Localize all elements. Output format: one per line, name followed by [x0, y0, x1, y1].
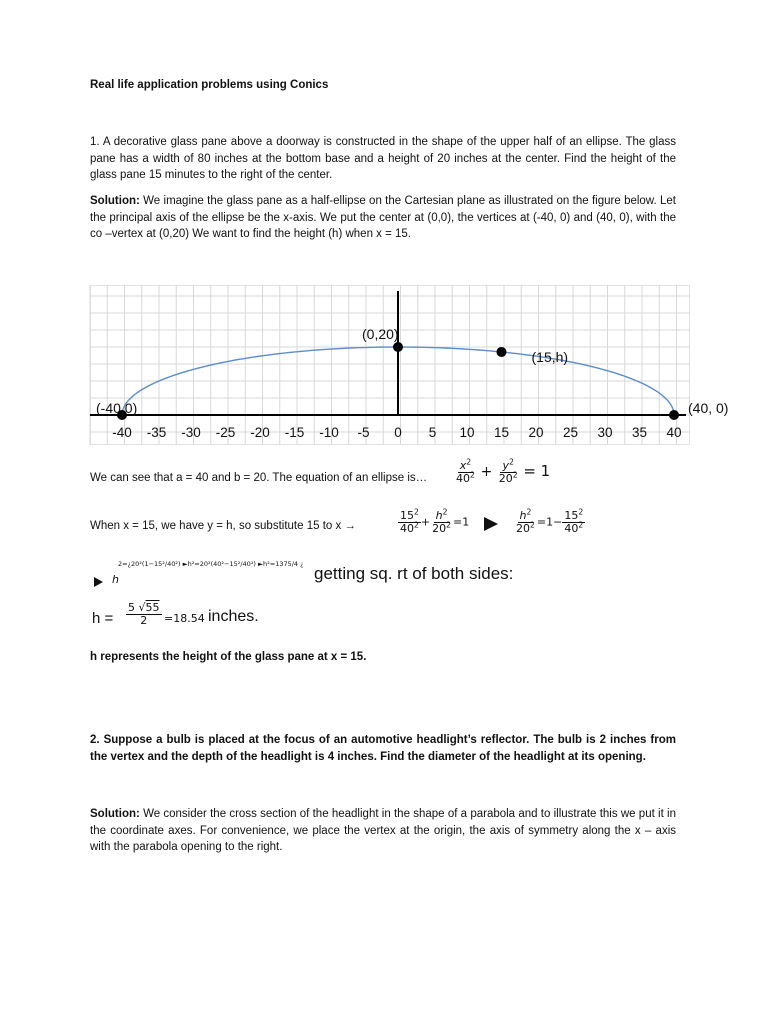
- ab-text: We can see that a = 40 and b = 20. The equation of an ellipse is…: [90, 472, 428, 484]
- problem-1-question: 1. A decorative glass pane above a doorway is constructed in the shape of the upper half of an ellipse. The glass pane has a width of 80 inches at the bottom base and a height of 20 inches at the center. Find the height of the glass pane 15 minutes to the right of the center.: [90, 136, 676, 181]
- ellipse-equation: $\frac{x^2}{40^2}$ + $\frac{y^2}{20^2}$ = 1: [456, 457, 551, 486]
- h-value: =18.54: [164, 612, 205, 625]
- x-tick-label: 15: [493, 425, 510, 440]
- h-label: h: [112, 573, 119, 586]
- arrow-right-icon: [94, 577, 103, 587]
- substituted-equation: $\frac{15^2}{40^2}$ + $\frac{h^2}{20^2}$ =1: [400, 507, 470, 536]
- chart-frame: [91, 286, 690, 445]
- sqrt-text: getting sq. rt of both sides:: [314, 564, 514, 583]
- data-point: [393, 342, 403, 352]
- x-tick-label: 35: [631, 425, 648, 440]
- data-point: [669, 410, 679, 420]
- x-tick-label: -20: [250, 425, 270, 440]
- h-eq: h =: [92, 610, 114, 627]
- h-fraction: $\frac{5 √55}{2}$: [128, 601, 160, 628]
- arrow-right-icon: [484, 517, 498, 531]
- solution-label: Solution:: [90, 195, 140, 207]
- small-steps: 2=¿20²(1−15²/40²) ►h²=20²(40²−15²/40²) ►h²=1375/4 ¿: [118, 560, 304, 568]
- derivation-steps: [92, 558, 692, 590]
- x-tick-label: -10: [319, 425, 339, 440]
- sub-text: When x = 15, we have y = h, so substitute 15 to x →: [90, 520, 356, 532]
- point-label: (-40,0): [96, 400, 138, 416]
- x-tick-label: -25: [215, 425, 236, 440]
- solution-label: Solution:: [90, 808, 140, 820]
- problem-2-question: 2. Suppose a bulb is placed at the focus of an automotive headlight’s reflector. The bulb is 2 inches from the vertex and the depth of the headlight is 4 inches. Find the diameter of the headlight at its opening.: [90, 734, 676, 763]
- x-tick-label: 30: [597, 425, 613, 440]
- rearranged-equation: $\frac{h^2}{20^2}$ =1− $\frac{15^2}{40^2}$: [516, 507, 584, 536]
- x-tick-label: -5: [357, 425, 370, 440]
- x-tick-label: 10: [459, 425, 475, 440]
- data-point: [497, 347, 507, 357]
- point-label: (40, 0): [688, 400, 729, 416]
- problem-2-solution: [90, 806, 676, 856]
- ellipse-equation-line: [90, 457, 690, 500]
- x-tick-label: -30: [181, 425, 201, 440]
- point-label: (15,h): [531, 348, 569, 365]
- x-tick-label: -40: [112, 425, 132, 440]
- problem-1-solution: [90, 193, 676, 243]
- problem-1-conclusion: h represents the height of the glass pane at x = 15.: [90, 651, 367, 663]
- x-tick-label: 25: [562, 425, 579, 440]
- x-tick-label: 0: [394, 425, 402, 440]
- x-tick-label: 40: [666, 425, 682, 440]
- ellipse-chart: [90, 285, 729, 445]
- h-unit: inches.: [208, 608, 259, 625]
- substitution-line: [90, 508, 710, 548]
- x-tick-label: 20: [528, 425, 544, 440]
- page-title: Real life application problems using Conics: [90, 79, 329, 91]
- x-tick-label: 5: [428, 425, 437, 440]
- solution-text: We imagine the glass pane as a half-ellipse on the Cartesian plane as illustrated on the figure below. Let the principal axis of the ellipse be the x-axis. We put the center at (0,0), the vertices at (-40, 0) and (40, 0), with the co –vertex at (0,20) We want to find the height (h) when x = 15.: [90, 195, 676, 240]
- solution-text: We consider the cross section of the headlight in the shape of a parabola and to illustrate this we put it in the coordinate axes. For convenience, we place the vertex at the origin, the axis of symmetry along the x – axis with the parabola opening to the right.: [90, 808, 676, 853]
- x-tick-label: -15: [284, 425, 305, 440]
- point-label: (0,20): [362, 326, 399, 342]
- h-result: [92, 602, 492, 638]
- x-tick-label: -35: [146, 425, 167, 440]
